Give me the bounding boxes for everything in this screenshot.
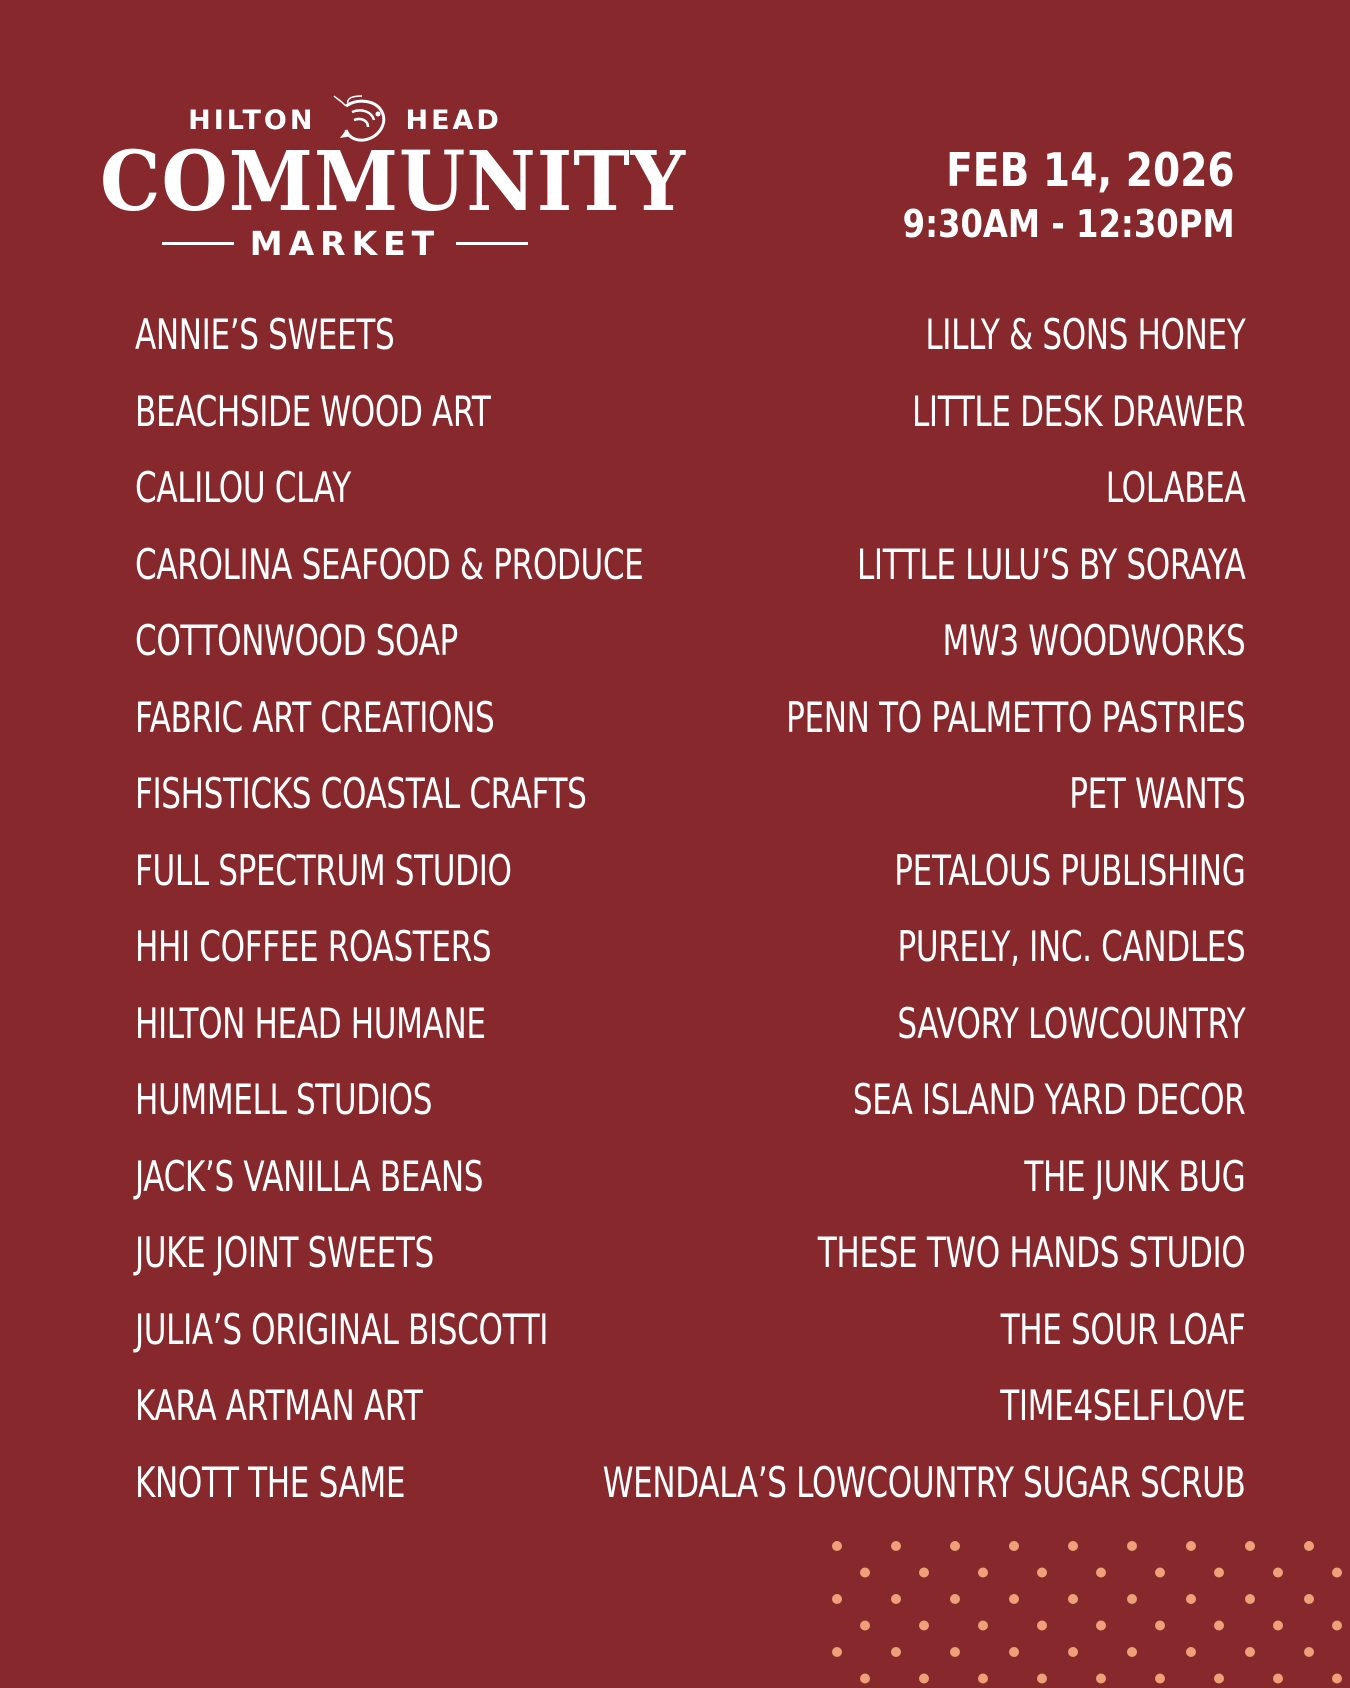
vendor-item-left: ANNIE’S SWEETS [135, 310, 395, 359]
vendor-item-left: HILTON HEAD HUMANE [135, 998, 486, 1048]
vendor-item-left: FABRIC ART CREATIONS [135, 692, 495, 742]
decorative-dot [1304, 1594, 1314, 1604]
vendor-item-right: SEA ISLAND YARD DECOR [852, 1075, 1245, 1124]
decorative-dot [950, 1541, 960, 1551]
decorative-dot [1009, 1541, 1019, 1551]
vendor-item-right: MW3 WOODWORKS [942, 616, 1245, 665]
decorative-dot [1245, 1541, 1255, 1551]
decorative-dot [1186, 1647, 1196, 1657]
decorative-dot [1304, 1541, 1314, 1551]
logo-left-rule [162, 242, 234, 245]
decorative-dot [978, 1621, 988, 1631]
decorative-dot [1127, 1541, 1137, 1551]
logo-right-rule [456, 242, 528, 245]
decorative-dot [1009, 1594, 1019, 1604]
decorative-dot [978, 1674, 988, 1684]
vendor-item-left: JULIA’S ORIGINAL BISCOTTI [135, 1304, 549, 1354]
vendor-item-left: HUMMELL STUDIOS [135, 1075, 433, 1124]
logo-community-text: COMMUNITY [100, 133, 687, 230]
decorative-dot [891, 1594, 901, 1604]
decorative-dot [1214, 1674, 1224, 1684]
logo-market-text: MARKET [249, 224, 441, 263]
event-date: FEB 14, 2026 [946, 143, 1235, 197]
decorative-dot [1186, 1541, 1196, 1551]
vendor-item-left: JACK’S VANILLA BEANS [135, 1151, 484, 1201]
vendor-item-right: LITTLE DESK DRAWER [911, 386, 1245, 436]
decorative-dot [1155, 1674, 1165, 1684]
vendor-item-right: TIME4SELFLOVE [999, 1381, 1245, 1430]
decorative-dot-pattern [820, 1530, 1350, 1688]
decorative-dot [1304, 1647, 1314, 1657]
decorative-dot [1155, 1621, 1165, 1631]
vendor-item-left: HHI COFFEE ROASTERS [135, 922, 492, 971]
decorative-dot [1214, 1568, 1224, 1578]
decorative-dot [1037, 1674, 1047, 1684]
decorative-dot [1273, 1568, 1283, 1578]
decorative-dot [1096, 1621, 1106, 1631]
decorative-dot [891, 1647, 901, 1657]
logo-hilton-text: HILTON [188, 104, 316, 136]
decorative-dot [919, 1621, 929, 1631]
decorative-dot [832, 1541, 842, 1551]
vendor-item-right: SAVORY LOWCOUNTRY [896, 998, 1245, 1048]
logo-market-line [100, 224, 590, 263]
decorative-dot [1245, 1647, 1255, 1657]
decorative-dot [1127, 1647, 1137, 1657]
decorative-dot [832, 1594, 842, 1604]
vendor-item-left: JUKE JOINT SWEETS [135, 1228, 434, 1277]
decorative-dot [1096, 1568, 1106, 1578]
vendor-item-left: KARA ARTMAN ART [135, 1381, 423, 1430]
vendor-item-left: CAROLINA SEAFOOD & PRODUCE [135, 539, 644, 589]
decorative-dot [1273, 1621, 1283, 1631]
vendor-item-right: LILLY & SONS HONEY [924, 310, 1245, 359]
vendor-item-right: WENDALA’S LOWCOUNTRY SUGAR SCRUB [602, 1457, 1245, 1507]
vendor-item-right: LITTLE LULU’S BY SORAYA [856, 539, 1245, 589]
vendor-item-left: KNOTT THE SAME [135, 1457, 406, 1507]
vendor-item-right: THE JUNK BUG [1023, 1151, 1245, 1201]
decorative-dot [860, 1621, 870, 1631]
decorative-dot [1037, 1621, 1047, 1631]
vendor-item-right: PETALOUS PUBLISHING [893, 845, 1245, 895]
decorative-dot [919, 1674, 929, 1684]
decorative-dot [1186, 1594, 1196, 1604]
decorative-dot [1332, 1674, 1342, 1684]
event-date-block [844, 140, 1235, 248]
decorative-dot [950, 1647, 960, 1657]
vendor-item-left: FULL SPECTRUM STUDIO [135, 845, 512, 895]
decorative-dot [891, 1541, 901, 1551]
decorative-dot [1037, 1568, 1047, 1578]
vendor-item-right: PURELY, INC. CANDLES [897, 922, 1245, 971]
decorative-dot [1068, 1647, 1078, 1657]
vendor-item-right: THESE TWO HANDS STUDIO [817, 1228, 1245, 1277]
vendor-item-left: CALILOU CLAY [135, 463, 351, 512]
decorative-dot [950, 1594, 960, 1604]
vendor-item-right: LOLABEA [1105, 463, 1245, 512]
vendor-item-right: THE SOUR LOAF [1000, 1304, 1245, 1354]
event-time: 9:30AM - 12:30PM [902, 202, 1235, 246]
decorative-dot [1332, 1621, 1342, 1631]
decorative-dot [860, 1674, 870, 1684]
decorative-dot [1155, 1568, 1165, 1578]
decorative-dot [1068, 1594, 1078, 1604]
decorative-dot [1127, 1594, 1137, 1604]
vendor-item-left: FISHSTICKS COASTAL CRAFTS [135, 769, 587, 818]
market-logo [100, 76, 687, 266]
decorative-dot [919, 1568, 929, 1578]
vendor-list-right [377, 306, 1245, 1530]
decorative-dot [1096, 1674, 1106, 1684]
decorative-dot [1009, 1647, 1019, 1657]
vendor-item-right: PET WANTS [1068, 769, 1245, 818]
vendor-item-left: BEACHSIDE WOOD ART [135, 386, 491, 436]
decorative-dot [978, 1568, 988, 1578]
vendor-item-right: PENN TO PALMETTO PASTRIES [785, 692, 1245, 742]
logo-head-text: HEAD [405, 104, 502, 136]
decorative-dot [860, 1568, 870, 1578]
decorative-dot [1214, 1621, 1224, 1631]
decorative-dot [1273, 1674, 1283, 1684]
decorative-dot [1245, 1594, 1255, 1604]
decorative-dot [832, 1647, 842, 1657]
vendor-item-left: COTTONWOOD SOAP [135, 616, 458, 665]
decorative-dot [1332, 1568, 1342, 1578]
decorative-dot [1068, 1541, 1078, 1551]
